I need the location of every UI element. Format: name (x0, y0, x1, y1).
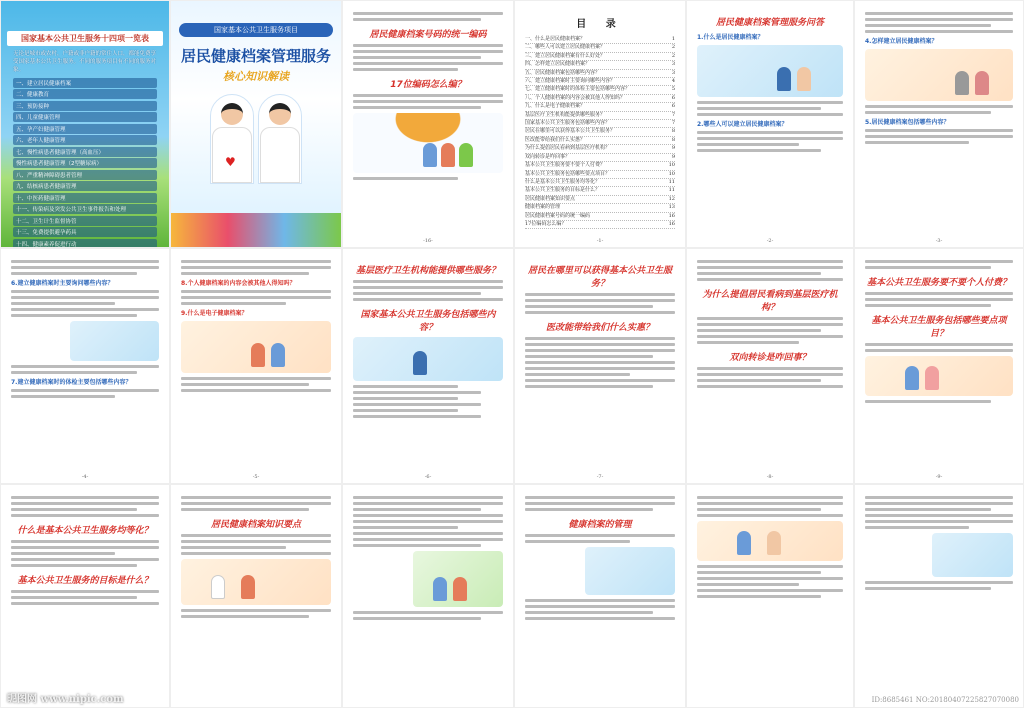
page-heading: 国家基本公共卫生服务包括哪些内容？ (360, 310, 496, 333)
toc-item-title: 九、什么是电子健康档案？ (525, 103, 586, 110)
page-heading: 双向转诊是咋回事？ (729, 353, 811, 363)
watermark-right: ID:8685461 NO:20180407225827070080 (871, 696, 1019, 704)
toc-item-title: 基层医疗卫生机构能提供哪些服务？ (525, 111, 606, 118)
page-number: -6- (424, 474, 432, 480)
toc-item-page: 11 (668, 187, 675, 194)
toc-item-title: 一、什么是居民健康档案？ (525, 36, 586, 42)
toc-item-page: 8 (671, 128, 675, 135)
computer-record-illustration (932, 533, 1013, 577)
toc-item (525, 103, 675, 111)
toc-item-page: 7 (671, 120, 675, 127)
hospital-illustration (585, 547, 675, 595)
page-11 (170, 484, 342, 708)
toc-item-page: 16 (668, 212, 675, 219)
doctors-illustration (171, 94, 341, 184)
page-13 (514, 484, 686, 708)
table-of-contents (514, 0, 686, 248)
toc-item (525, 154, 675, 162)
page-heading: 17位编码怎么编？ (390, 80, 466, 90)
cover-title: 居民健康档案管理服务 (180, 47, 331, 65)
page-6 (342, 248, 514, 484)
page-15 (854, 484, 1024, 708)
service-list (1, 74, 169, 248)
family-house-illustration (413, 551, 503, 607)
page-2 (686, 0, 854, 248)
elderly-illustration (865, 49, 1013, 101)
toc-item (525, 187, 675, 195)
toc-item-title: 为什么提倡居民看病到基层医疗机构？ (525, 145, 611, 152)
page-number: -9- (935, 474, 943, 480)
page-heading: 基层医疗卫生机构能提供哪些服务？ (355, 266, 500, 276)
toc-item-title: 什么是基本公共卫生服务均等化？ (525, 178, 601, 185)
toc-item-page: 6 (671, 103, 675, 110)
question-heading: 4.怎样建立居民健康档案？ (865, 38, 938, 45)
toc-item-page: 1 (671, 36, 675, 42)
toc-item-title: 六、建立健康档案时主要询问哪些内容？ (525, 78, 616, 85)
page-5 (170, 248, 342, 484)
toc-item-page: 6 (671, 94, 675, 101)
toc-item-title: 基本公共卫生服务包括哪些要点项目？ (525, 170, 611, 177)
page-heading: 什么是基本公共卫生服务均等化？ (17, 526, 153, 536)
question-heading: 7.建立健康档案时的体检主要包括哪些内容？ (11, 379, 132, 386)
cover-banner: 国家基本公共卫生服务项目 (179, 23, 333, 37)
service-intro: 无论是城市或农村，户籍或非户籍的常住人口，都能免费享受国家基本公共卫生服务。不同的服务项目有不同的服务对象。 (13, 51, 157, 73)
toc-item-title: 17位编码怎么编？ (525, 220, 567, 227)
toc-item (525, 145, 675, 153)
page-8 (686, 248, 854, 484)
service-item: 七、慢性病患者健康管理（高血压） (13, 147, 157, 157)
question-heading: 1.什么是居民健康档案？ (697, 34, 764, 41)
umbrella-elderly-illustration (181, 321, 331, 373)
page-heading: 居民健康档案知识要点 (210, 520, 301, 530)
question-heading: 2.哪些人可以建立居民健康档案？ (697, 121, 788, 128)
toc-item-title: 七、建立健康档案时的体检主要包括哪些内容？ (525, 86, 631, 93)
toc-item (525, 95, 675, 103)
toc-item-page: 8 (671, 136, 675, 143)
toc-item-page: 3 (671, 69, 675, 76)
question-heading: 8.个人健康档案的内容会被其他人得知吗？ (181, 280, 296, 287)
page-heading: 居民健康档案号码的统一编码 (369, 30, 487, 40)
toc-item (525, 53, 675, 61)
service-item: 一、建立居民健康档案 (13, 78, 157, 88)
page-heading: 基本公共卫生服务的目标是什么？ (17, 576, 153, 586)
toc-item-title: 国家基本公共卫生服务包括哪些内容？ (525, 120, 611, 127)
toc-item (525, 213, 675, 221)
cover-left-panel (0, 0, 170, 248)
toc-item (525, 112, 675, 120)
toc-item-title: 双向转诊是咋回事？ (525, 153, 571, 160)
toc-item (525, 128, 675, 136)
toc-item-page: 2 (671, 52, 675, 59)
toc-item-title: 三、建立居民健康档案有什么好处？ (525, 52, 606, 59)
page-heading: 为什么提倡居民看病到基层医疗机构？ (702, 290, 838, 313)
service-list-title: 国家基本公共卫生服务十四项一览表 (7, 31, 163, 46)
toc-item (525, 196, 675, 204)
toc-item-title: 八、个人健康档案的内容会被其他人得知吗？ (525, 94, 626, 101)
page-number: -8- (766, 474, 774, 480)
page-12 (342, 484, 514, 708)
toc-item-page: 16 (668, 220, 675, 227)
toc-item (525, 61, 675, 69)
cover-right-panel (170, 0, 342, 248)
toc-item-page: 3 (671, 61, 675, 68)
umbrella-family-illustration (353, 113, 503, 173)
toc-item-page: 9 (671, 145, 675, 152)
cover-subtitle: 核心知识解读 (223, 70, 289, 83)
page-10 (0, 484, 170, 708)
toc-item-title: 五、居民健康档案包括哪些内容？ (525, 69, 601, 76)
caregiver-illustration (865, 356, 1013, 396)
page-heading: 居民健康档案管理服务问答 (715, 18, 824, 28)
service-item: 十、中医药健康管理 (13, 193, 157, 203)
page-3 (854, 0, 1024, 248)
toc-item-page: 9 (671, 153, 675, 160)
page-number: -5- (252, 474, 260, 480)
service-item: 六、老年人健康管理 (13, 135, 157, 145)
page-4 (0, 248, 170, 484)
service-item: 八、严重精神障碍患者管理 (13, 170, 157, 180)
service-item: 九、结核病患者健康管理 (13, 181, 157, 191)
service-item: 慢性病患者健康管理（2型糖尿病） (13, 158, 157, 168)
service-item: 十三、免费提供避孕药具 (13, 227, 157, 237)
page-heading: 健康档案的管理 (568, 520, 632, 530)
page-number: -7- (596, 474, 604, 480)
question-heading: 5.居民健康档案包括哪些内容？ (865, 119, 950, 126)
patients-illustration (697, 521, 843, 561)
toc-item-page: 10 (668, 162, 675, 169)
service-item: 五、孕产妇健康管理 (13, 124, 157, 134)
cover-wave-decoration (171, 213, 341, 247)
doctor-consult-illustration (181, 559, 331, 605)
watermark-left: 昵图网 www.nipic.com (7, 694, 124, 705)
doctor-female-figure (258, 94, 302, 184)
toc-item-page: 10 (668, 170, 675, 177)
toc-item-page: 13 (668, 204, 675, 211)
toc-item-title: 基本公共卫生服务的目标是什么？ (525, 187, 601, 194)
service-item: 十一、传染病及突发公共卫生事件报告和处理 (13, 204, 157, 214)
toc-item-title: 居民健康档案知识要点 (525, 195, 576, 202)
toc-item (525, 171, 675, 179)
toc-item-title: 居民健康档案号码的统一编码 (525, 212, 591, 219)
service-item: 十四、健康素养促进行动 (13, 239, 157, 249)
toc-item-title: 基本公共卫生服务要不要个人付费？ (525, 162, 606, 169)
page-14 (686, 484, 854, 708)
toc-item-title: 二、哪些人可以建立居民健康档案？ (525, 44, 606, 51)
page-number: -4- (81, 474, 89, 480)
toc-item (525, 162, 675, 170)
toc-item-title: 健康档案的管理 (525, 204, 561, 211)
service-item: 四、儿童健康管理 (13, 112, 157, 122)
service-item: 二、健康教育 (13, 89, 157, 99)
question-heading: 9.什么是电子健康档案？ (181, 310, 248, 317)
page-9 (854, 248, 1024, 484)
page-7 (514, 248, 686, 484)
toc-item-page: 4 (671, 78, 675, 85)
toc-title: 目 录 (576, 19, 624, 30)
page-heading: 基本公共卫生服务包括哪些要点项目？ (871, 316, 1007, 339)
doctor-male-figure (210, 94, 254, 184)
toc-item-page: 2 (671, 44, 675, 51)
toc-item-page: 7 (671, 111, 675, 118)
toc-item (525, 70, 675, 78)
toc-item-page: 5 (671, 86, 675, 93)
page-number: -3- (935, 238, 943, 244)
toc-item (525, 44, 675, 52)
services-illustration (353, 337, 503, 381)
toc-item-page: 12 (668, 195, 675, 202)
page-16 (342, 0, 514, 248)
page-heading: 基本公共卫生服务要不要个人付费？ (866, 278, 1011, 288)
toc-item-page: 11 (668, 178, 675, 185)
family-illustration (70, 321, 159, 361)
page-number: -2- (766, 238, 774, 244)
toc-item (525, 204, 675, 212)
toc-item-title: 居民在哪里可以获得基本公共卫生服务？ (525, 128, 616, 135)
heart-icon: ♥ (225, 155, 236, 169)
toc-item-title: 四、怎样建立居民健康档案？ (525, 61, 591, 68)
question-heading: 6.建立健康档案时主要询问哪些内容？ (11, 280, 114, 287)
service-item: 三、预防接种 (13, 101, 157, 111)
page-number: -1- (596, 238, 604, 244)
health-record-illustration (697, 45, 843, 97)
toc-item (525, 221, 675, 229)
toc-item (525, 86, 675, 94)
toc-item-title: 医改能带给我们什么实惠？ (525, 136, 586, 143)
page-heading: 医改能带给我们什么实惠？ (545, 323, 654, 333)
page-number: -16- (423, 238, 433, 244)
toc-list (525, 36, 675, 229)
page-heading: 居民在哪里可以获得基本公共卫生服务？ (527, 266, 672, 289)
service-item: 十二、卫生计生监督协管 (13, 216, 157, 226)
